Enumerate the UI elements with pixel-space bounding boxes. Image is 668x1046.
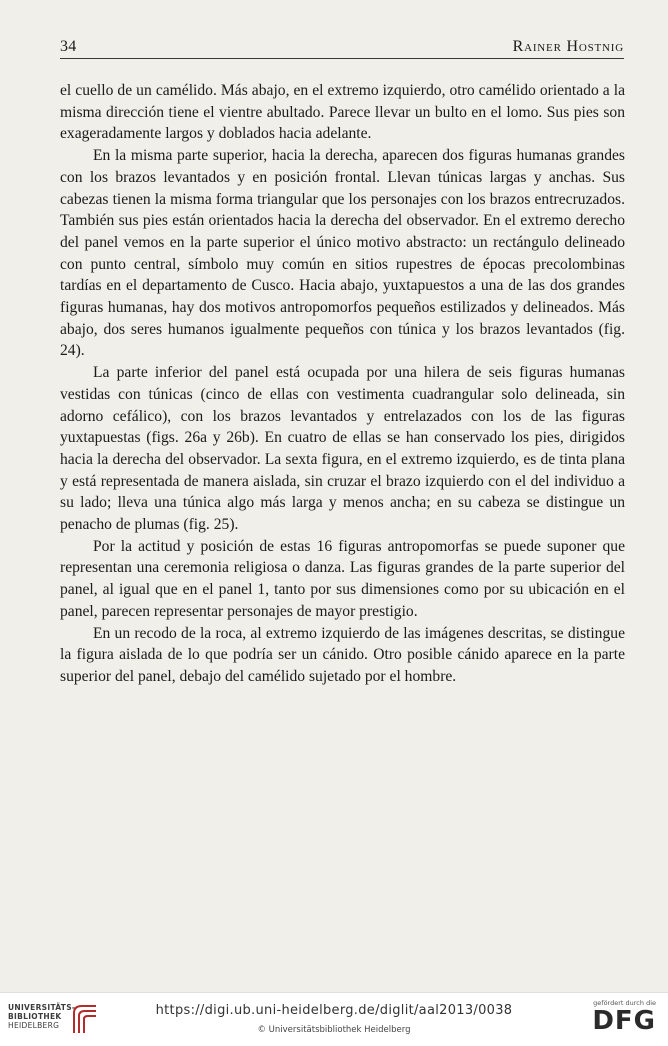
page-number: 34 (60, 38, 77, 55)
running-author: Rainer Hostnig (512, 38, 624, 55)
paragraph: En la misma parte superior, hacia la derecha, aparecen dos figuras humanas grandes con los brazos levantados y en posición frontal. Llevan túnicas largas y anchas. Sus cabezas tienen la misma forma triangular que los personajes con los brazos entrecruzados. También sus pies están orientados hacia la derecha del observador. En el extremo derecho del panel vemos en la parte superior el único motivo abstracto: un rectángulo delineado con punto central, símbolo muy común en sitios rupestres de épocas precolombinas tardías en el departamento de Cusco. Hacia abajo, yuxtapuestos a una de las dos grandes figuras humanas, hay dos motivos antropomorfos pequeños estilizados y delineados. Más abajo, dos seres humanos igualmente pequeños con túnica y los brazos levantados (fig. 24). (60, 147, 625, 360)
digitization-footer (0, 992, 668, 1046)
paragraph: La parte inferior del panel está ocupada por una hilera de seis figuras humanas vestidas con túnicas (cinco de ellas con vestimenta cuadrangular solo delineada, sin adorno cefálico), con los brazos levantados y entrelazados con los de las figuras yuxtapuestas (figs. 26a y 26b). En cuatro de ellas se han conservado los pies, dirigidos hacia la derecha del observador. La sexta figura, en el extremo izquierdo, es de tinta plana y está representada de manera aislada, sin cruzar el brazo izquierdo con el del individuo a su lado; lleva una túnica algo más larga y menos ancha; en su cabeza se distingue un penacho de plumas (fig. 25). (60, 364, 625, 534)
copyright-notice: © Universitätsbibliothek Heidelberg (257, 1025, 411, 1035)
paragraph: Por la actitud y posición de estas 16 figuras antropomorfas se puede suponer que representan una ceremonia religiosa o danza. Las figuras grandes de la parte superior del panel, al igual que en el panel 1, tanto por sus dimensiones como por su ubicación en el panel, parecen representar personajes de mayor prestigio. (60, 537, 625, 620)
paragraph: el cuello de un camélido. Más abajo, en el extremo izquierdo, otro camélido orientado a la misma dirección tiene el vientre abultado. Parece llevar un bulto en el lomo. Sus pies son exageradamente largos y doblados hacia adelante. (60, 82, 625, 143)
dfg-funding-note: gefördert durch die (593, 999, 656, 1007)
permalink-url[interactable]: https://digi.ub.uni-heidelberg.de/diglit/aal2013/0038 (155, 1003, 513, 1018)
dfg-brand[interactable] (586, 999, 656, 1035)
paragraph: En un recodo de la roca, al extremo izquierdo de las imágenes descritas, se distingue la figura aislada de lo que podría ser un cánido. Otro posible cánido aparece en la parte superior del panel, debajo del camélido sujetado por el hombre. (60, 624, 625, 685)
library-name: UNIVERSITÄTS- BIBLIOTHEK HEIDELBERG (8, 1003, 76, 1030)
header-rule (60, 58, 624, 59)
running-header (60, 38, 624, 58)
body-text (60, 80, 625, 688)
dfg-logo: DFG (592, 1006, 656, 1036)
